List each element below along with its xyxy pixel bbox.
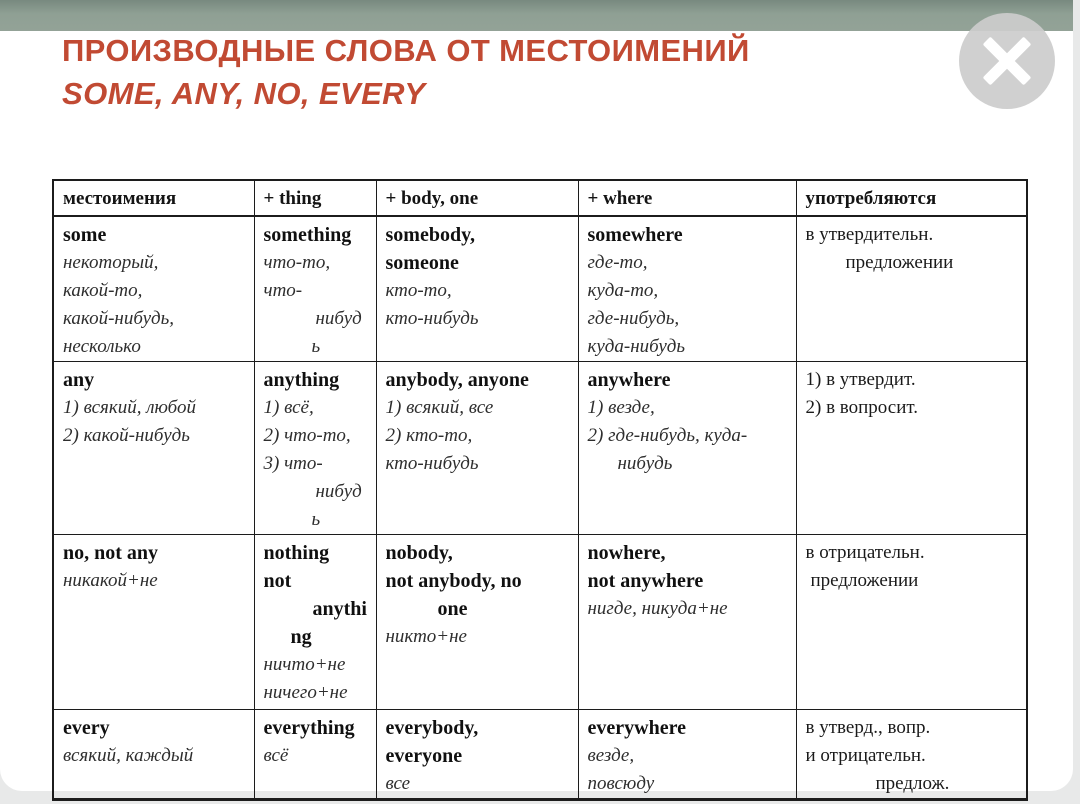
cell-line: предложении bbox=[810, 570, 919, 591]
cell-line: что- bbox=[263, 280, 303, 301]
column-header-2: + body, one bbox=[376, 180, 578, 216]
table-cell bbox=[578, 216, 796, 362]
column-header-3: + where bbox=[578, 180, 796, 216]
cell-line: в утверд., вопр. bbox=[805, 717, 931, 738]
table-cell bbox=[376, 362, 578, 535]
cell-line: everybody, bbox=[385, 717, 479, 739]
table-cell bbox=[796, 216, 1027, 362]
cell-line: 1) всякий, любой bbox=[63, 397, 196, 418]
table-cell bbox=[254, 362, 376, 535]
table-cell bbox=[53, 710, 254, 800]
table-row bbox=[53, 710, 1027, 800]
table-cell bbox=[796, 535, 1027, 710]
cell-line: someone bbox=[385, 252, 459, 274]
top-bar bbox=[0, 0, 1073, 31]
cell-line: anywhere bbox=[587, 369, 671, 391]
cell-line: 2) где-нибудь, куда- bbox=[587, 425, 748, 446]
table-header-row bbox=[53, 180, 1027, 216]
table-cell bbox=[578, 362, 796, 535]
table-cell bbox=[796, 710, 1027, 800]
cell-line: ничто+не bbox=[263, 654, 346, 675]
table-cell bbox=[796, 362, 1027, 535]
table-row bbox=[53, 362, 1027, 535]
cell-line: ничего+не bbox=[263, 682, 348, 703]
table-header bbox=[53, 180, 1027, 216]
cell-line: нибуд bbox=[315, 481, 362, 502]
table-cell bbox=[53, 535, 254, 710]
cell-line: 2) какой-нибудь bbox=[63, 425, 190, 446]
cell-line: one bbox=[437, 598, 468, 620]
cell-line: anybody, anyone bbox=[385, 369, 529, 391]
table-cell bbox=[254, 535, 376, 710]
cell-line: ng bbox=[290, 626, 312, 648]
cell-line: в отрицательн. bbox=[805, 542, 925, 563]
cell-line: кто-нибудь bbox=[385, 453, 479, 474]
cell-line: nobody, bbox=[385, 542, 453, 564]
cell-line: not anybody, no bbox=[385, 570, 522, 592]
cell-line: 2) что-то, bbox=[263, 425, 351, 446]
cell-line: everything bbox=[263, 717, 355, 739]
cell-line: что-то, bbox=[263, 252, 331, 273]
cell-line: ь bbox=[311, 336, 321, 357]
cell-line: not anywhere bbox=[587, 570, 704, 592]
table-row bbox=[53, 535, 1027, 710]
column-header-0: местоимения bbox=[53, 180, 254, 216]
cell-line: куда-нибудь bbox=[587, 336, 686, 357]
table-cell bbox=[376, 535, 578, 710]
column-header-1: + thing bbox=[254, 180, 376, 216]
cell-line: никто+не bbox=[385, 626, 467, 647]
cell-line: некоторый, bbox=[63, 252, 159, 273]
cell-line: nowhere, bbox=[587, 542, 666, 564]
cell-line: 1) везде, bbox=[587, 397, 655, 418]
cell-line: 2) в вопросит. bbox=[805, 397, 919, 418]
cell-line: not bbox=[263, 570, 292, 592]
close-button[interactable] bbox=[959, 13, 1055, 109]
cell-line: в утвердительн. bbox=[805, 224, 934, 245]
cell-line: no, not any bbox=[63, 542, 159, 564]
close-icon bbox=[959, 13, 1055, 109]
column-header-4: употребляются bbox=[796, 180, 1027, 216]
cell-line: нибудь bbox=[617, 453, 673, 474]
cell-line: nothing bbox=[263, 542, 330, 564]
table-body bbox=[53, 216, 1027, 800]
page-subtitle: SOME, ANY, NO, EVERY bbox=[62, 76, 426, 111]
cell-line: 1) в утвердит. bbox=[805, 369, 916, 390]
cell-line: предлож. bbox=[875, 773, 950, 794]
cell-line: any bbox=[63, 369, 95, 391]
cell-line: ь bbox=[311, 509, 321, 530]
cell-line: everyone bbox=[385, 745, 463, 767]
table-cell bbox=[376, 710, 578, 800]
table-cell bbox=[376, 216, 578, 362]
cell-line: everywhere bbox=[587, 717, 686, 739]
page-title: ПРОИЗВОДНЫЕ СЛОВА ОТ МЕСТОИМЕНИЙ bbox=[62, 33, 750, 68]
cell-line: 1) всё, bbox=[263, 397, 314, 418]
cell-line: везде, bbox=[587, 745, 635, 766]
cell-line: 3) что- bbox=[263, 453, 323, 474]
cell-line: и отрицательн. bbox=[805, 745, 926, 766]
cell-line: anythi bbox=[312, 598, 367, 620]
cell-line: никакой+не bbox=[63, 570, 158, 591]
cell-line: куда-то, bbox=[587, 280, 659, 301]
table-cell bbox=[254, 710, 376, 800]
table-cell bbox=[254, 216, 376, 362]
cell-line: some bbox=[63, 224, 107, 246]
cell-line: anything bbox=[263, 369, 340, 391]
table-cell bbox=[578, 535, 796, 710]
cell-line: нигде, никуда+не bbox=[587, 598, 728, 619]
cell-line: где-нибудь, bbox=[587, 308, 680, 329]
cell-line: кто-то, bbox=[385, 280, 452, 301]
cell-line: предложении bbox=[845, 252, 954, 273]
cell-line: какой-то, bbox=[63, 280, 143, 301]
cell-line: every bbox=[63, 717, 110, 739]
cell-line: 1) всякий, все bbox=[385, 397, 494, 418]
cell-line: повсюду bbox=[587, 773, 655, 794]
table-cell bbox=[53, 216, 254, 362]
cell-line: нибуд bbox=[315, 308, 362, 329]
table-row bbox=[53, 216, 1027, 362]
table-cell bbox=[53, 362, 254, 535]
cell-line: кто-нибудь bbox=[385, 308, 479, 329]
pronoun-derivatives-table bbox=[52, 179, 1028, 801]
cell-line: somebody, bbox=[385, 224, 475, 246]
cell-line: несколько bbox=[63, 336, 141, 357]
cell-line: somewhere bbox=[587, 224, 683, 246]
cell-line: всё bbox=[263, 745, 289, 766]
cell-line: где-то, bbox=[587, 252, 648, 273]
cell-line: всякий, каждый bbox=[63, 745, 194, 766]
cell-line: something bbox=[263, 224, 352, 246]
cell-line: все bbox=[385, 773, 411, 794]
cell-line: какой-нибудь, bbox=[63, 308, 175, 329]
table-cell bbox=[578, 710, 796, 800]
cell-line: 2) кто-то, bbox=[385, 425, 473, 446]
